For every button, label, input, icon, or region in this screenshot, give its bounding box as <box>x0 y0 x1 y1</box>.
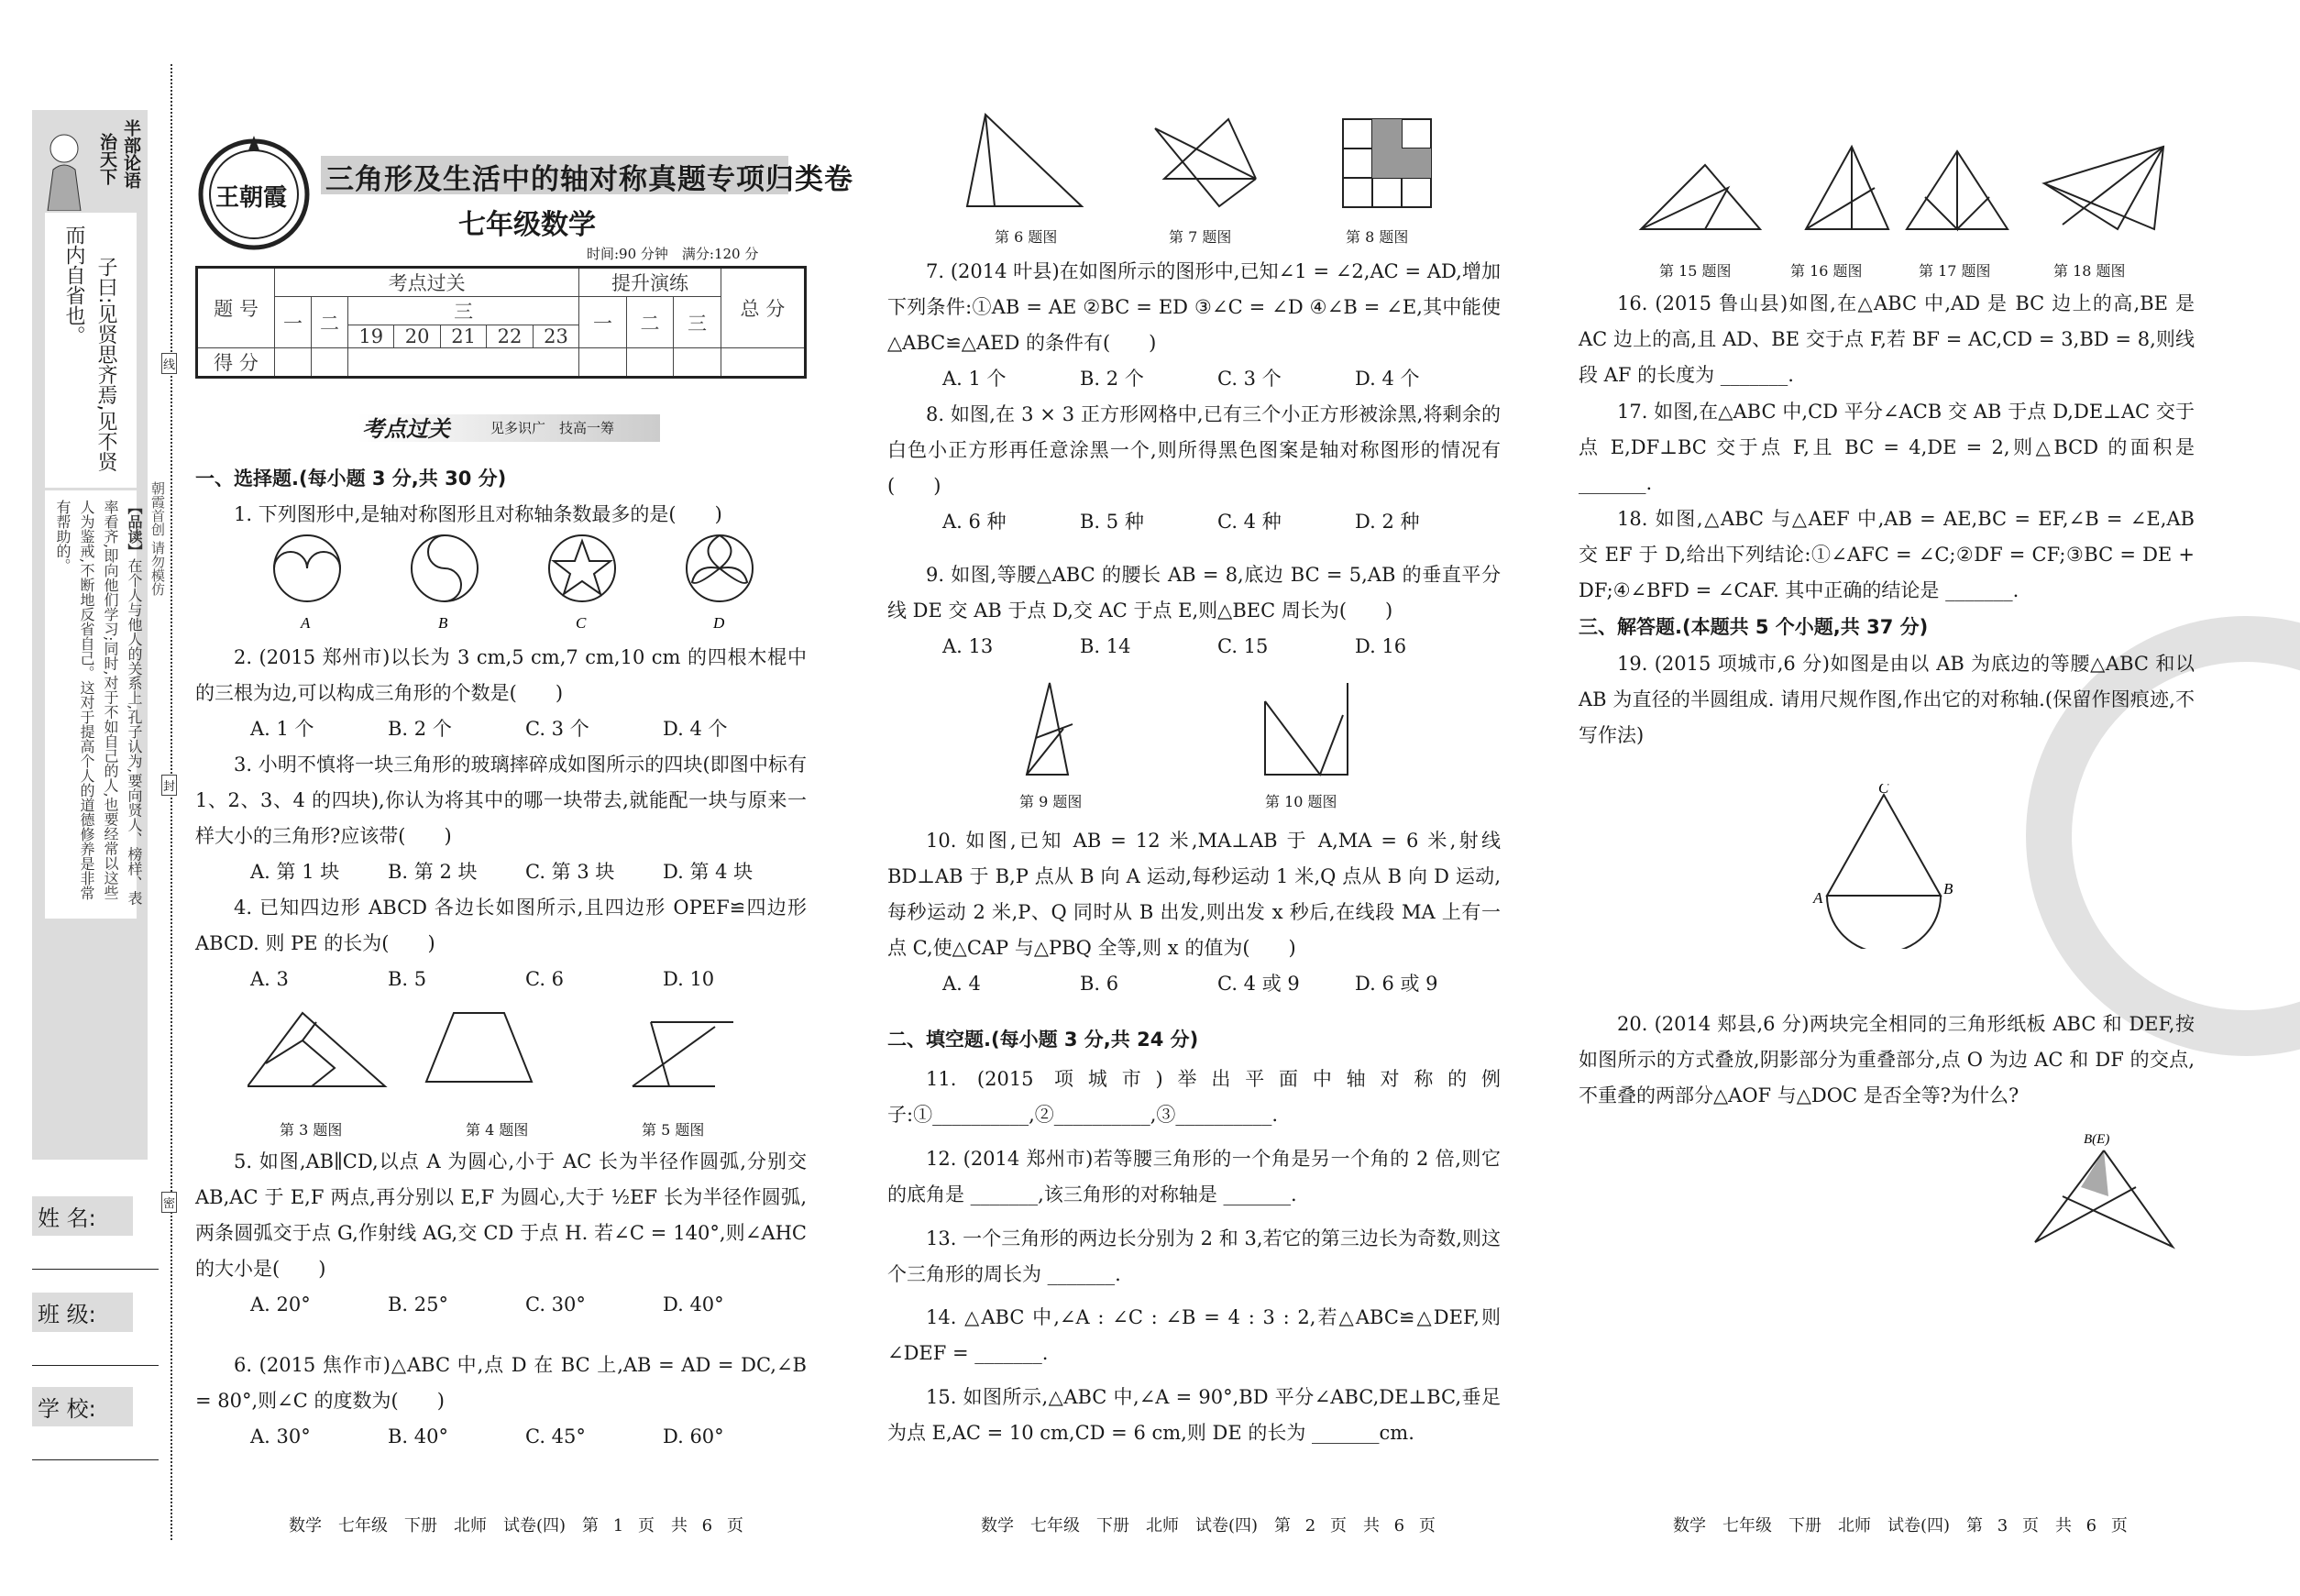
col-header-label: 三 <box>348 297 578 325</box>
score-row-header: 题 号 <box>197 268 275 348</box>
section-answer: 三、解答题.(本题共 5 个小题,共 37 分) <box>1579 616 1929 638</box>
option-d: D. 60° <box>663 1425 724 1447</box>
name-field[interactable] <box>32 1196 159 1270</box>
option-c: C. 3 个 <box>525 718 589 740</box>
question-text: 20. (2014 郏县,6 分)两块完全相同的三角形纸板 ABC 和 DEF,按如图所示的方式叠放,阴影部分为重叠部分,点 O 为边 AC 和 DF 的交点,不重叠的两部分△AOF 与△DOC 是否全等?为什么? <box>1579 1013 2195 1106</box>
option-d: D. 4 个 <box>1355 368 1420 390</box>
q3-q5-figures <box>248 1004 798 1123</box>
figure-label: A <box>301 614 311 632</box>
question-16 <box>1579 286 2195 393</box>
option-a: A. 6 种 <box>942 511 1007 533</box>
question-7 <box>887 254 1501 397</box>
question-6 <box>195 1348 807 1455</box>
paper-subtitle: 七年级数学 <box>458 209 596 241</box>
question-4 <box>195 890 807 997</box>
sidebar-badge-1: 半部论语 <box>121 119 141 189</box>
option-a: A. 13 <box>942 635 994 657</box>
exam-meta: 时间:90 分钟 满分:120 分 <box>587 246 759 262</box>
comment-body: 在个人与他人的关系上,孔子认为,要向贤人、榜样、表率看齐,即向他们学习;同时,对于不如自己的人,也要经常以这些人为鉴戒,不断地反省自己。这对于提高个人的道德修养是非常有帮助的。 <box>54 500 143 906</box>
fig7-lines <box>1155 119 1256 206</box>
figure-caption: 第 17 题图 <box>1919 262 1991 280</box>
group-kaodian: 考点过关 <box>275 268 579 297</box>
score-row-label: 得 分 <box>197 348 275 378</box>
figure-caption: 第 6 题图 <box>995 228 1058 246</box>
section-fill: 二、填空题.(每小题 3 分,共 24 分) <box>887 1029 1199 1051</box>
question-1 <box>195 497 807 533</box>
q6-q8-figures <box>953 105 1435 220</box>
option-c: C. 4 或 9 <box>1217 973 1300 995</box>
option-c: C. 15 <box>1217 635 1269 657</box>
figure-caption: 第 16 题图 <box>1790 262 1863 280</box>
option-a: A. 30° <box>250 1425 311 1447</box>
option-b: B. 2 个 <box>388 718 452 740</box>
figure-b <box>412 535 478 601</box>
page-footer-2: 数学 七年级 下册 北师 试卷(四) 第 2 页 共 6 页 <box>981 1516 1436 1535</box>
col-header: 一 <box>579 297 627 348</box>
option-b: B. 5 种 <box>1080 511 1144 533</box>
question-text: 1. 下列图形中,是轴对称图形且对称轴条数最多的是( ) <box>234 503 722 525</box>
question-text: 3. 小明不慎将一块三角形的玻璃摔碎成如图所示的四块(即图中标有 1、2、3、4 的四块),你认为将其中的哪一块带去,就能配一块与原来一样大小的三角形?应该带( ) <box>195 754 807 847</box>
option-c: C. 3 个 <box>1217 368 1282 390</box>
option-c: C. 30° <box>525 1293 586 1315</box>
option-c: C. 6 <box>525 968 565 990</box>
quote-box <box>45 213 137 488</box>
sub-col: 22 <box>487 325 533 347</box>
option-b: B. 40° <box>388 1425 449 1447</box>
figure-caption: 第 10 题图 <box>1265 793 1337 810</box>
figure-c <box>549 535 615 601</box>
svg-text:B: B <box>1943 880 1953 897</box>
score-cell[interactable] <box>579 348 627 378</box>
comment-text <box>50 500 146 912</box>
sub-col: 21 <box>441 325 487 347</box>
option-d: D. 40° <box>663 1293 724 1315</box>
question-text: 6. (2015 焦作市)△ABC 中,点 D 在 BC 上,AB = AD = DC,∠B = 80°,则∠C 的度数为( ) <box>195 1354 807 1412</box>
option-a: A. 20° <box>250 1293 311 1315</box>
question-text: 12. (2014 郑州市)若等腰三角形的一个角是另一个角的 2 倍,则它的底角是 _______,该三角形的对称轴是 _______. <box>887 1148 1501 1205</box>
question-text: 5. 如图,AB∥CD,以点 A 为圆心,小于 AC 长为半径作圆弧,分别交 AB,AC 于 E,F 两点,再分别以 E,F 为圆心,大于 ½EF 长为半径作圆弧,两条圆弧交于点 G,作射线 AG,交 CD 于点 H. 若∠C = 140°,则∠AHC 的大小是( ) <box>195 1150 807 1280</box>
question-19 <box>1579 646 2195 754</box>
banner-title: 考点过关 <box>362 415 450 442</box>
option-b: B. 2 个 <box>1080 368 1144 390</box>
fig15 <box>1641 165 1760 229</box>
question-5 <box>195 1144 807 1323</box>
total-header: 总 分 <box>721 268 805 348</box>
brand-name: 王朝霞 <box>215 184 288 212</box>
q20-figure <box>2017 1123 2200 1270</box>
sub-col: 20 <box>394 325 440 347</box>
question-text: 9. 如图,等腰△ABC 的腰长 AB = 8,底边 BC = 5,AB 的垂直平分线 DE 交 AB 于点 D,交 AC 于点 E,则△BEC 周长为( ) <box>887 564 1501 622</box>
question-14 <box>887 1300 1501 1371</box>
figure-label: D <box>713 614 725 632</box>
score-cell[interactable] <box>721 348 805 378</box>
question-text: 4. 已知四边形 ABCD 各边长如图所示,且四边形 OPEF≌四边形 ABCD. 则 PE 的长为( ) <box>195 897 807 954</box>
option-a: A. 1 个 <box>250 718 314 740</box>
sub-col: 23 <box>544 325 568 347</box>
option-a: A. 4 <box>942 973 981 995</box>
figure-caption: 第 5 题图 <box>642 1121 705 1139</box>
question-text: 13. 一个三角形的两边长分别为 2 和 3,若它的第三边长为奇数,则这个三角形的周长为 _______. <box>887 1227 1501 1285</box>
page-footer-3: 数学 七年级 下册 北师 试卷(四) 第 3 页 共 6 页 <box>1673 1516 2128 1535</box>
svg-text:A: A <box>1813 889 1823 907</box>
option-d: D. 6 或 9 <box>1355 973 1438 995</box>
col-header: 二 <box>626 297 674 348</box>
question-text: 15. 如图所示,△ABC 中,∠A = 90°,BD 平分∠ABC,DE⊥BC,垂足为点 E,AC = 10 cm,CD = 6 cm,则 DE 的长为 _______cm. <box>887 1386 1501 1444</box>
class-label: 班 级: <box>32 1293 133 1332</box>
school-label: 学 校: <box>32 1387 133 1426</box>
score-cell[interactable] <box>275 348 312 378</box>
question-text: 8. 如图,在 3 × 3 正方形网格中,已有三个小正方形被涂黑,将剩余的白色小正方形再任意涂黑一个,则所得黑色图案是轴对称图形的情况有( ) <box>887 403 1501 497</box>
class-field[interactable] <box>32 1293 159 1366</box>
fig3-triangle <box>248 1013 385 1086</box>
question-text: 14. △ABC 中,∠A : ∠C : ∠B = 4 : 3 : 2,若△ABC≌△DEF,则∠DEF = _______. <box>887 1306 1501 1364</box>
option-c: C. 第 3 块 <box>525 861 615 883</box>
question-3 <box>195 747 807 890</box>
q1-figures <box>266 532 779 633</box>
score-cell[interactable] <box>312 348 348 378</box>
sidebar-badge-2: 治天下 <box>97 133 117 185</box>
brand-logo <box>197 128 312 252</box>
question-18 <box>1579 501 2195 609</box>
group-tisheng: 提升演练 <box>579 268 721 297</box>
question-13 <box>887 1221 1501 1293</box>
col-header: 一 <box>275 297 312 348</box>
question-9 <box>887 557 1501 665</box>
option-d: D. 第 4 块 <box>663 861 754 883</box>
q19-figure <box>1810 784 1957 949</box>
option-d: D. 10 <box>663 968 715 990</box>
option-d: D. 2 种 <box>1355 511 1420 533</box>
paper-title: 三角形及生活中的轴对称真题专项归类卷 <box>325 163 853 196</box>
figure-caption: 第 3 题图 <box>280 1121 343 1139</box>
banner-slogan: 见多识广 技高一筹 <box>490 420 615 436</box>
question-2 <box>195 640 807 747</box>
score-table <box>195 266 807 379</box>
quote-line-2: 而内自省也。 <box>62 225 85 346</box>
fig10-lines <box>1265 683 1348 775</box>
figure-caption: 第 9 题图 <box>1019 793 1083 810</box>
school-field[interactable] <box>32 1387 159 1460</box>
question-20 <box>1579 1007 2195 1114</box>
quote-line-1: 子曰:见贤思齐焉,见不贤 <box>94 257 117 472</box>
fig5-lines <box>633 1022 733 1086</box>
score-cell[interactable] <box>674 348 721 378</box>
figure-caption: 第 8 题图 <box>1346 228 1409 246</box>
figure-caption: 第 15 题图 <box>1659 262 1732 280</box>
option-d: D. 16 <box>1355 635 1407 657</box>
margin-note: 朝霞首创 请勿模仿 <box>149 481 166 596</box>
question-text: 17. 如图,在△ABC 中,CD 平分∠ACB 交 AB 于点 D,DE⊥AC 交于点 E,DF⊥BC 交于点 F,且 BC = 4,DE = 2,则△BCD 的面积是 _______. <box>1579 401 2195 494</box>
question-text: 11. (2015 项城市)举出平面中轴对称的例子:①__________,②__________,③__________. <box>887 1068 1501 1126</box>
option-b: B. 6 <box>1080 973 1119 995</box>
figure-label: B <box>438 614 448 632</box>
option-a: A. 1 个 <box>942 368 1007 390</box>
option-c: C. 45° <box>525 1425 586 1447</box>
question-12 <box>887 1141 1501 1213</box>
option-b: B. 14 <box>1080 635 1131 657</box>
fig20-label: B(E) <box>2084 1132 2110 1147</box>
option-b: B. 5 <box>388 968 427 990</box>
comment-label: 【品读】 <box>126 500 143 558</box>
option-b: B. 25° <box>388 1293 449 1315</box>
option-b: B. 第 2 块 <box>388 861 478 883</box>
question-8 <box>887 397 1501 540</box>
cut-mark-xian: 线 <box>161 353 177 374</box>
question-text: 18. 如图,△ABC 与△AEF 中,AB = AE,BC = EF,∠B = ∠E,AB 交 EF 于 D,给出下列结论:①∠AFC = ∠C;②DF = CF;③BC = DE + DF;④∠BFD = ∠CAF. 其中正确的结论是 _______. <box>1579 508 2195 601</box>
fig6-triangle <box>967 115 1082 206</box>
question-text: 16. (2015 鲁山县)如图,在△ABC 中,AD 是 BC 边上的高,BE 是 AC 边上的高,且 AD、BE 交于点 F,若 BF = AC,CD = 3,BD = 8,则线段 AF 的长度为 _______. <box>1579 292 2195 386</box>
col-header-3 <box>348 297 579 348</box>
question-11 <box>887 1062 1501 1133</box>
question-15 <box>887 1380 1501 1451</box>
col-header: 三 <box>674 297 721 348</box>
section-choice: 一、选择题.(每小题 3 分,共 30 分) <box>195 468 507 490</box>
option-a: A. 第 1 块 <box>250 861 340 883</box>
score-cell[interactable] <box>626 348 674 378</box>
question-17 <box>1579 394 2195 501</box>
confucius-icon <box>39 128 89 211</box>
option-d: D. 4 个 <box>663 718 728 740</box>
option-a: A. 3 <box>250 968 289 990</box>
fig16 <box>1806 147 1888 229</box>
q9-q10-figures <box>1018 674 1384 788</box>
q15-q18-figures <box>1623 138 2173 243</box>
cut-mark-mi: 密 <box>161 1192 177 1213</box>
figure-caption: 第 7 题图 <box>1169 228 1232 246</box>
question-text: 10. 如图,已知 AB = 12 米,MA⊥AB 于 A,MA = 6 米,射线 BD⊥AB 于 B,P 点从 B 向 A 运动,每秒运动 1 米,Q 点从 B 向 D 运动,每秒运动 2 米,P、Q 同时从 B 出发,则出发 x 秒后,在线段 MA 上有一点 C,使△CAP 与△PBQ 全等,则 x 的值为( ) <box>887 830 1501 959</box>
fig18 <box>2044 147 2163 229</box>
question-10 <box>887 823 1501 1002</box>
cut-line <box>171 64 172 1540</box>
score-cell[interactable] <box>348 348 579 378</box>
fig4-trapezoid <box>426 1013 532 1082</box>
name-label: 姓 名: <box>32 1196 133 1236</box>
figure-label: C <box>576 614 587 632</box>
option-c: C. 4 种 <box>1217 511 1282 533</box>
question-text: 2. (2015 郑州市)以长为 3 cm,5 cm,7 cm,10 cm 的四根木棍中的三根为边,可以构成三角形的个数是( ) <box>195 646 807 704</box>
svg-text:C: C <box>1878 784 1889 797</box>
figure-caption: 第 18 题图 <box>2053 262 2126 280</box>
page-footer-1: 数学 七年级 下册 北师 试卷(四) 第 1 页 共 6 页 <box>289 1516 743 1535</box>
figure-a <box>274 535 340 601</box>
figure-caption: 第 4 题图 <box>466 1121 529 1139</box>
col-header: 二 <box>312 297 348 348</box>
cut-mark-feng: 封 <box>161 775 177 796</box>
figure-d <box>687 535 753 601</box>
question-text: 7. (2014 叶县)在如图所示的图形中,已知∠1 = ∠2,AC = AD,增加下列条件:①AB = AE ②BC = ED ③∠C = ∠D ④∠B = ∠E,其中能使△ABC≌△AED 的条件有( ) <box>887 260 1501 354</box>
sub-col: 19 <box>348 325 394 347</box>
question-text: 19. (2015 项城市,6 分)如图是由以 AB 为底边的等腰△ABC 和以 AB 为直径的半圆组成. 请用尺规作图,作出它的对称轴.(保留作图痕迹,不写作法) <box>1579 653 2195 746</box>
